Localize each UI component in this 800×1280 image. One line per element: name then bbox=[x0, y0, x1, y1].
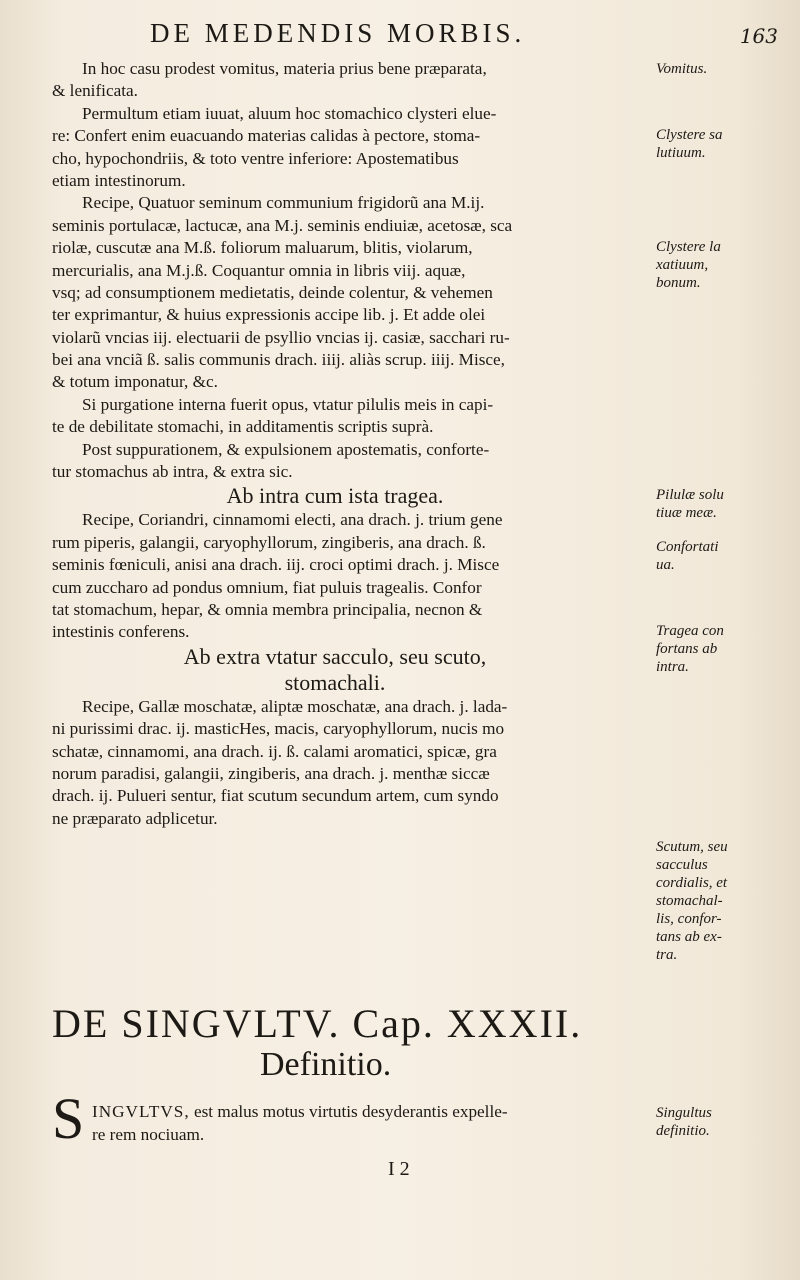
margin-note bbox=[656, 838, 796, 964]
text-line: norum paradisi, galangii, zingiberis, ana drach. j. menthæ siccæ bbox=[52, 763, 490, 783]
signature-mark: I 2 bbox=[388, 1158, 410, 1180]
definition-text bbox=[92, 1100, 632, 1146]
margin-note-line: Clystere la bbox=[656, 239, 721, 255]
margin-note-line: cordialis, et bbox=[656, 875, 728, 891]
subheading-intra: Ab intra cum ista tragea. bbox=[226, 483, 444, 509]
definition-heading: Definitio. bbox=[260, 1046, 392, 1083]
page-number: 163 bbox=[739, 24, 778, 48]
text-line: & lenificata. bbox=[52, 81, 138, 101]
margin-note-line: Clystere sa bbox=[656, 127, 723, 143]
text-line: mercurialis, ana M.j.ß. Coquantur omnia in libris viij. aquæ, bbox=[52, 260, 466, 280]
page-header bbox=[150, 18, 790, 54]
margin-note-line: tans ab ex- bbox=[656, 929, 722, 945]
margin-note-line: Singultus bbox=[656, 1105, 712, 1121]
body-text bbox=[52, 58, 618, 830]
margin-note-line: Scutum, seu bbox=[656, 839, 728, 855]
text-line: cho, hypochondriis, & toto ventre inferiore: Apostematibus bbox=[52, 148, 459, 168]
margin-note bbox=[656, 126, 796, 162]
margin-note-line: xatiuum, bbox=[656, 257, 709, 273]
margin-note bbox=[656, 1104, 796, 1140]
margin-note-line: Pilulæ solu bbox=[656, 487, 724, 503]
running-title: DE MEDENDIS MORBIS. bbox=[150, 18, 526, 48]
text-line: vsq; ad consumptionem medietatis, deinde colentur, & vehemen bbox=[52, 282, 493, 302]
text-line: tat stomachum, hepar, & omnia membra principalia, necnon & bbox=[52, 599, 483, 619]
text-line: re: Confert enim euacuando materias calidas à pectore, stoma- bbox=[52, 126, 481, 146]
text-line: etiam intestinorum. bbox=[52, 170, 186, 190]
margin-note bbox=[656, 486, 796, 522]
margin-note-line: intra. bbox=[656, 659, 689, 675]
text-line: rum piperis, galangii, caryophyllorum, zingiberis, ana drach. ß. bbox=[52, 532, 486, 552]
text-line: In hoc casu prodest vomitus, materia prius bene præparata, bbox=[82, 59, 487, 78]
margin-note bbox=[656, 238, 796, 292]
text-line: schatæ, cinnamomi, ana drach. ij. ß. calami aromatici, spicæ, gra bbox=[52, 741, 497, 761]
margin-note bbox=[656, 538, 796, 574]
first-word: INGVLTVS, bbox=[92, 1102, 190, 1121]
text-line: cum zuccharo ad pondus omnium, fiat puluis tragealis. Confor bbox=[52, 577, 482, 597]
text-line: Si purgatione interna fuerit opus, vtatur pilulis meis in capi- bbox=[82, 394, 494, 414]
text-line: Permultum etiam iuuat, aluum hoc stomachico clysteri elue- bbox=[82, 103, 497, 123]
margin-note-line: fortans ab bbox=[656, 641, 718, 657]
text-line: & totum imponatur, &c. bbox=[52, 372, 218, 392]
text-line: te de debilitate stomachi, in additamentis scriptis suprà. bbox=[52, 417, 434, 437]
margin-note-line: bonum. bbox=[656, 275, 701, 291]
margin-note-line: tiuæ meæ. bbox=[656, 505, 717, 521]
margin-note-line: ua. bbox=[656, 557, 675, 573]
text-line: riolæ, cuscutæ ana M.ß. foliorum maluarum, blitis, violarum, bbox=[52, 238, 473, 258]
text-line: ne præparato adplicetur. bbox=[52, 808, 218, 828]
margin-note bbox=[656, 622, 796, 676]
margin-note-line: tra. bbox=[656, 947, 678, 963]
drop-cap: S bbox=[52, 1086, 85, 1151]
text-line: Recipe, Coriandri, cinnamomi electi, ana drach. j. trium gene bbox=[82, 510, 503, 530]
margin-note-line: Vomitus. bbox=[656, 61, 708, 77]
margin-note-line: lutiuum. bbox=[656, 145, 706, 161]
margin-note-line: Confortati bbox=[656, 539, 719, 555]
margin-note-line: stomachal- bbox=[656, 893, 723, 909]
text-line: intestinis conferens. bbox=[52, 622, 190, 642]
margin-note-line: lis, confor- bbox=[656, 911, 722, 927]
text-line: seminis portulacæ, lactucæ, ana M.j. seminis endiuiæ, acetosæ, sca bbox=[52, 215, 513, 235]
margin-note-line: Tragea con bbox=[656, 623, 724, 639]
text-line: bei ana vnciã ß. salis communis drach. iiij. aliàs scrup. iiij. Misce, bbox=[52, 350, 505, 370]
text-line: seminis fœniculi, anisi ana drach. iij. croci optimi drach. j. Misce bbox=[52, 555, 500, 575]
text-line: Recipe, Quatuor seminum communium frigidorũ ana M.ij. bbox=[82, 193, 485, 213]
text-line: Recipe, Gallæ moschatæ, aliptæ moschatæ, ana drach. j. lada- bbox=[82, 696, 508, 716]
text-line: ni purissimi drac. ij. masticHes, macis, caryophyllorum, nucis mo bbox=[52, 719, 505, 739]
text-line: re rem nociuam. bbox=[92, 1125, 205, 1144]
text-line: tur stomachus ab intra, & extra sic. bbox=[52, 462, 293, 482]
margin-note bbox=[656, 60, 796, 78]
subheading-extra: Ab extra vtatur sacculo, seu scuto, bbox=[183, 643, 487, 669]
chapter-heading: DE SINGVLTV. Cap. XXXII. bbox=[52, 1001, 583, 1046]
text-line: Post suppurationem, & expulsionem apostematis, conforte- bbox=[82, 439, 490, 459]
text-line: est malus motus virtutis desyderantis expelle- bbox=[189, 1102, 508, 1121]
subheading-extra-cont: stomachali. bbox=[284, 669, 386, 695]
text-line: ter exprimantur, & huius expressionis accipe lib. j. Et adde olei bbox=[52, 305, 486, 325]
margin-note-line: definitio. bbox=[656, 1123, 710, 1139]
margin-note-line: sacculus bbox=[656, 857, 708, 873]
text-line: violarũ vncias iij. electuarii de psyllio vncias ij. casiæ, sacchari ru- bbox=[52, 327, 510, 347]
text-line: drach. ij. Pulueri sentur, fiat scutum secundum artem, cum syndo bbox=[52, 786, 499, 806]
